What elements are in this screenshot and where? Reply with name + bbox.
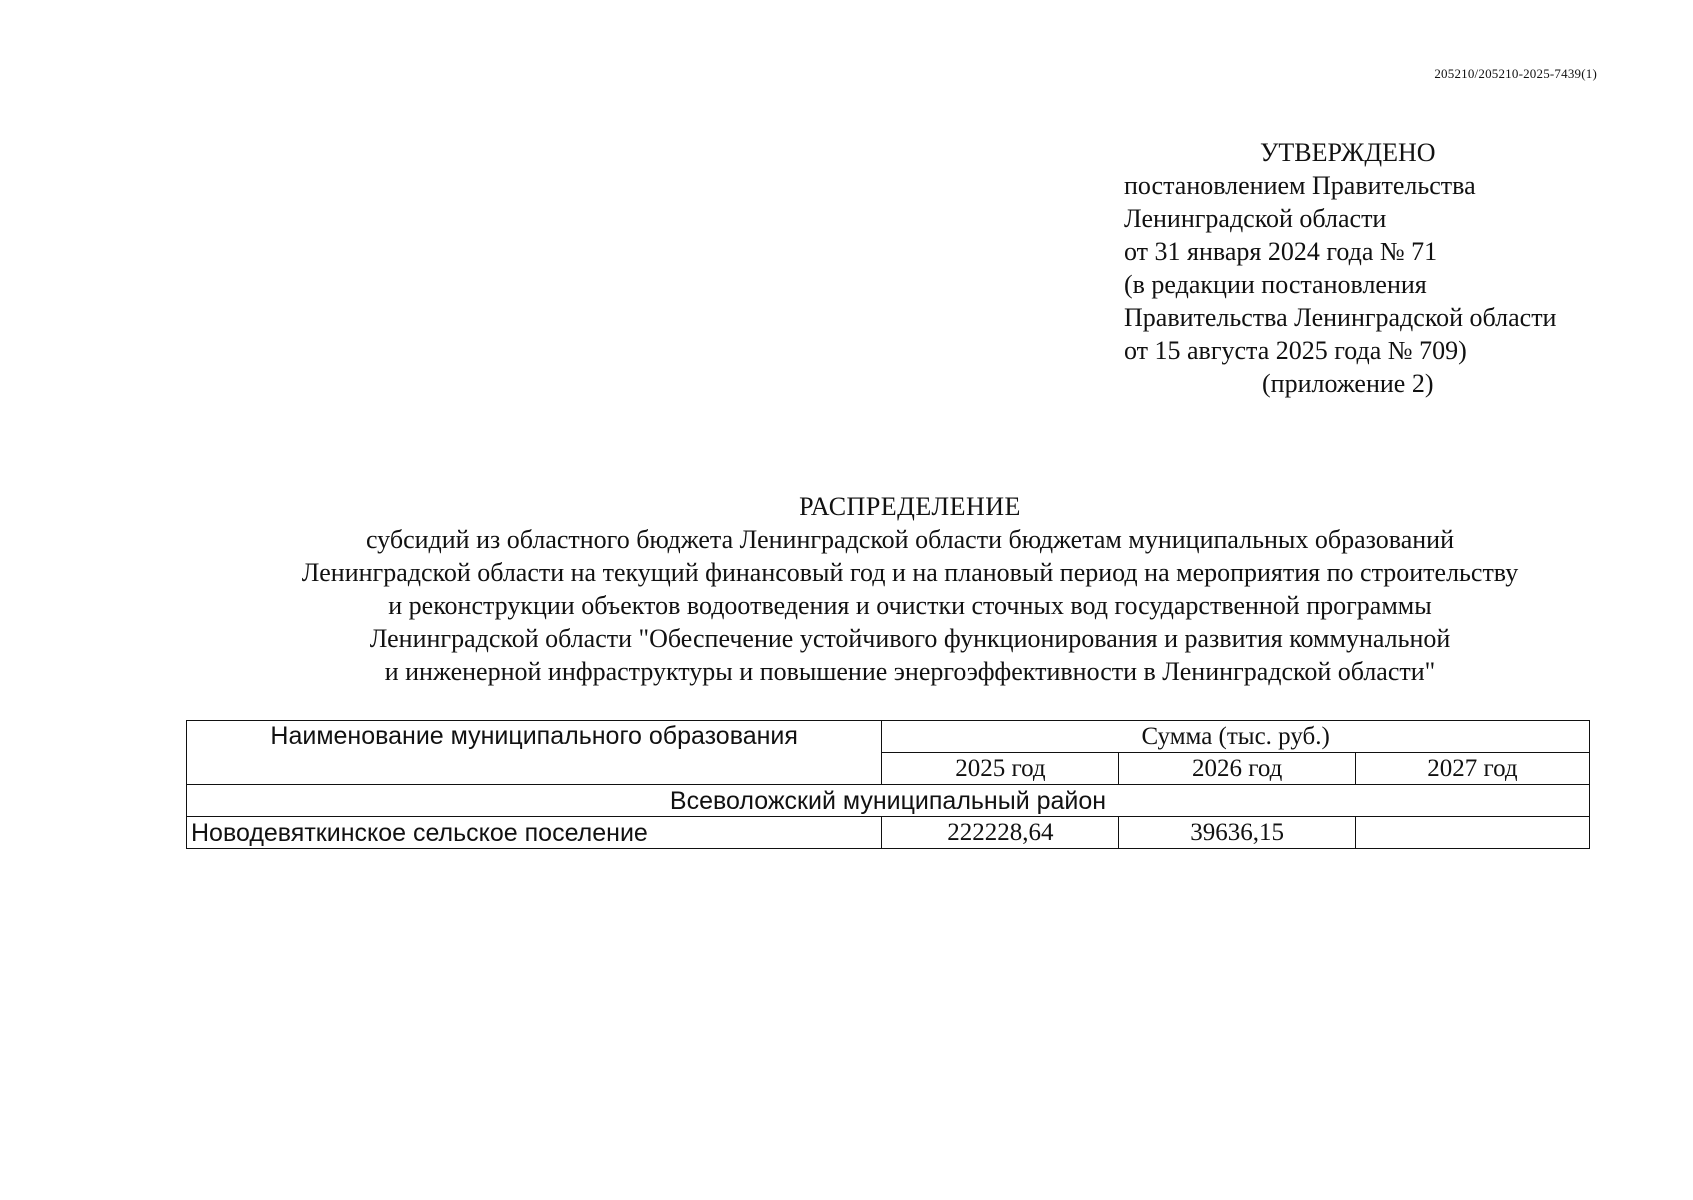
document-title [190, 490, 1630, 688]
document-id: 205210/205210-2025-7439(1) [1434, 66, 1597, 81]
title-heading: РАСПРЕДЕЛЕНИЕ [799, 492, 1021, 521]
header-year-2025: 2025 год [882, 753, 1119, 785]
title-line: и инженерной инфраструктуры и повышение энергоэффективности в Ленинградской области" [384, 657, 1436, 686]
header-name-cell: Наименование муниципального образования [187, 721, 882, 785]
section-title-cell: Всеволожский муниципальный район [187, 785, 1590, 817]
approval-stamp [1124, 136, 1584, 400]
header-year-2027: 2027 год [1355, 753, 1589, 785]
approval-title: УТВЕРЖДЕНО [1260, 138, 1436, 167]
table-section-row [187, 785, 1590, 817]
approval-line: от 31 января 2024 года № 71 [1124, 237, 1438, 266]
distribution-table [186, 720, 1590, 849]
table-header-row [187, 721, 1590, 753]
approval-line: Правительства Ленинградской области [1124, 303, 1557, 332]
approval-line: Ленинградской области [1124, 204, 1387, 233]
approval-appendix: (приложение 2) [1262, 369, 1434, 398]
title-line: Ленинградской области "Обеспечение устойчивого функционирования и развития коммунальной [369, 624, 1451, 653]
approval-line: от 15 августа 2025 года № 709) [1124, 336, 1467, 365]
title-line: субсидий из областного бюджета Ленинградской области бюджетам муниципальных образований [365, 525, 1454, 554]
approval-line: постановлением Правительства [1124, 171, 1476, 200]
title-line: и реконструкции объектов водоотведения и очистки сточных вод государственной программы [388, 591, 1432, 620]
table-row [187, 817, 1590, 849]
header-year-2026: 2026 год [1119, 753, 1355, 785]
approval-line: (в редакции постановления [1124, 270, 1427, 299]
row-value-2026: 39636,15 [1119, 817, 1355, 849]
row-value-2027 [1355, 817, 1589, 849]
title-line: Ленинградской области на текущий финансовый год и на плановый период на мероприятия по строительству [301, 558, 1519, 587]
row-name-cell: Новодевяткинское сельское поселение [187, 817, 882, 849]
row-value-2025: 222228,64 [882, 817, 1119, 849]
header-sum-cell: Сумма (тыс. руб.) [882, 721, 1590, 753]
